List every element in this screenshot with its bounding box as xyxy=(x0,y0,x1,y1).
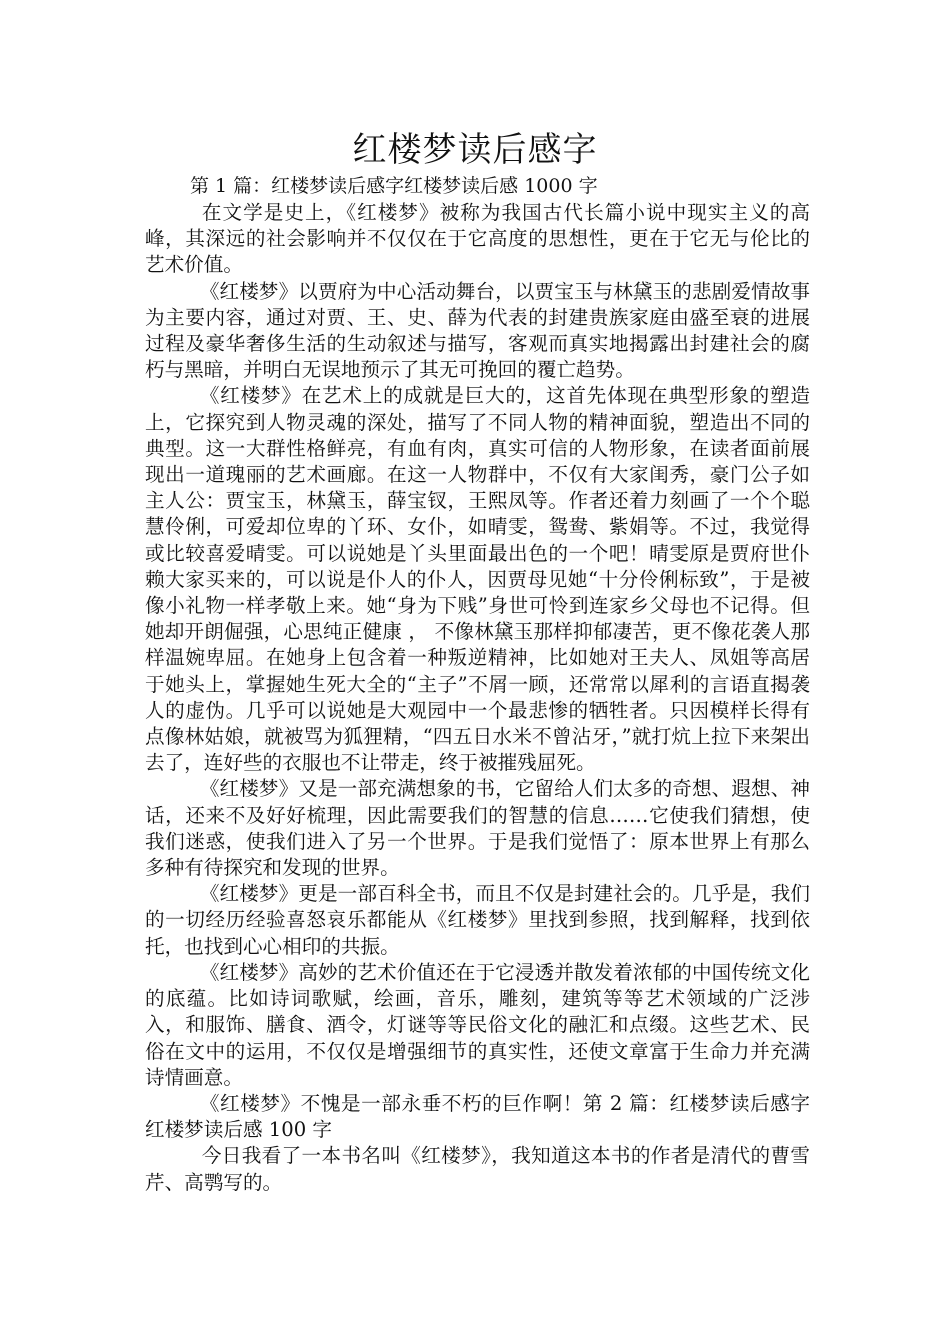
document-subtitle: 第 1 篇：红楼梦读后感字红楼梦读后感 1000 字 xyxy=(190,175,598,197)
document-title: 红楼梦读后感字 xyxy=(352,130,598,170)
paragraph-5: 《红楼梦》更是一部百科全书，而且不仅是封建社会的。几乎是，我们的一切经历经验喜怒哀乐都能从《红楼梦》里找到参照，找到解释，找到依托，也找到心心相印的共振。 xyxy=(145,882,810,958)
paragraph-7: 《红楼梦》不愧是一部永垂不朽的巨作啊！第 2 篇：红楼梦读后感字红楼梦读后感 100 字 xyxy=(145,1091,810,1142)
paragraph-3: 《红楼梦》在艺术上的成就是巨大的，这首先体现在典型形象的塑造上，它探究到人物灵魂的深处，描写了不同人物的精神面貌，塑造出不同的典型。这一大群性格鲜亮，有血有肉，真实可信的人物形象，在读者面前展现出一道瑰丽的艺术画廊。在这一人物群中，不仅有大家闺秀，豪门公子如主人公：贾宝玉，林黛玉，薛宝钗，王熙凤等。作者还着力刻画了一个个聪慧伶俐，可爱却位卑的丫环、女仆，如晴雯，鸳鸯、紫娟等。不过，我觉得或比较喜爱晴雯。可以说她是丫头里面最出色的一个吧！晴雯原是贾府世仆赖大家买来的，可以说是仆人的仆人，因贾母见她“十分伶俐标致”，于是被像小礼物一样孝敬上来。她“身为下贱”身世可怜到连家乡父母也不记得。但她却开朗倔强，心思纯正健康 ， 不像林黛玉那样抑郁凄苦，更不像花袭人那样温婉卑屈。在她身上包含着一种叛逆精神，比如她对王夫人、凤姐等高居于她头上，掌握她生死大全的“主子”不屑一顾，还常常以犀利的言语直揭袭人的虚伪。几乎可以说她是大观园中一个最悲惨的牺牲者。只因模样长得有点像林姑娘，就被骂为狐狸精，“四五日水米不曾沾牙，”就打炕上拉下来架出去了，连好些的衣服也不让带走，终于被摧残屈死。 xyxy=(145,384,810,775)
paragraph-1: 在文学是史上，《红楼梦》被称为我国古代长篇小说中现实主义的高峰，其深远的社会影响并不仅仅在于它高度的思想性，更在于它无与伦比的艺术价值。 xyxy=(145,201,810,277)
paragraph-4: 《红楼梦》又是一部充满想象的书，它留给人们太多的奇想、遐想、神话，还来不及好好梳理，因此需要我们的智慧的信息……它使我们猜想，使我们迷惑，使我们进入了另一个世界。于是我们觉悟了：原本世界上有那么多种有待探究和发现的世界。 xyxy=(145,777,810,880)
document-body xyxy=(145,200,810,1196)
paragraph-6: 《红楼梦》高妙的艺术价值还在于它浸透并散发着浓郁的中国传统文化的底蕴。比如诗词歌赋，绘画，音乐，雕刻，建筑等等艺术领域的广泛涉入，和服饰、膳食、酒令，灯谜等等民俗文化的融汇和点缀。这些艺术、民俗在文中的运用，不仅仅是增强细节的真实性，还使文章富于生命力并充满诗情画意。 xyxy=(145,960,810,1089)
paragraph-2: 《红楼梦》以贾府为中心活动舞台，以贾宝玉与林黛玉的悲剧爱情故事为主要内容，通过对贾、王、史、薛为代表的封建贵族家庭由盛至衰的进展过程及豪华奢侈生活的生动叙述与描写，客观而真实地揭露出封建社会的腐朽与黑暗，并明白无误地预示了其无可挽回的覆亡趋势。 xyxy=(145,279,810,382)
paragraph-8: 今日我看了一本书名叫《红楼梦》，我知道这本书的作者是清代的曹雪芹、高鹗写的。 xyxy=(145,1144,810,1194)
